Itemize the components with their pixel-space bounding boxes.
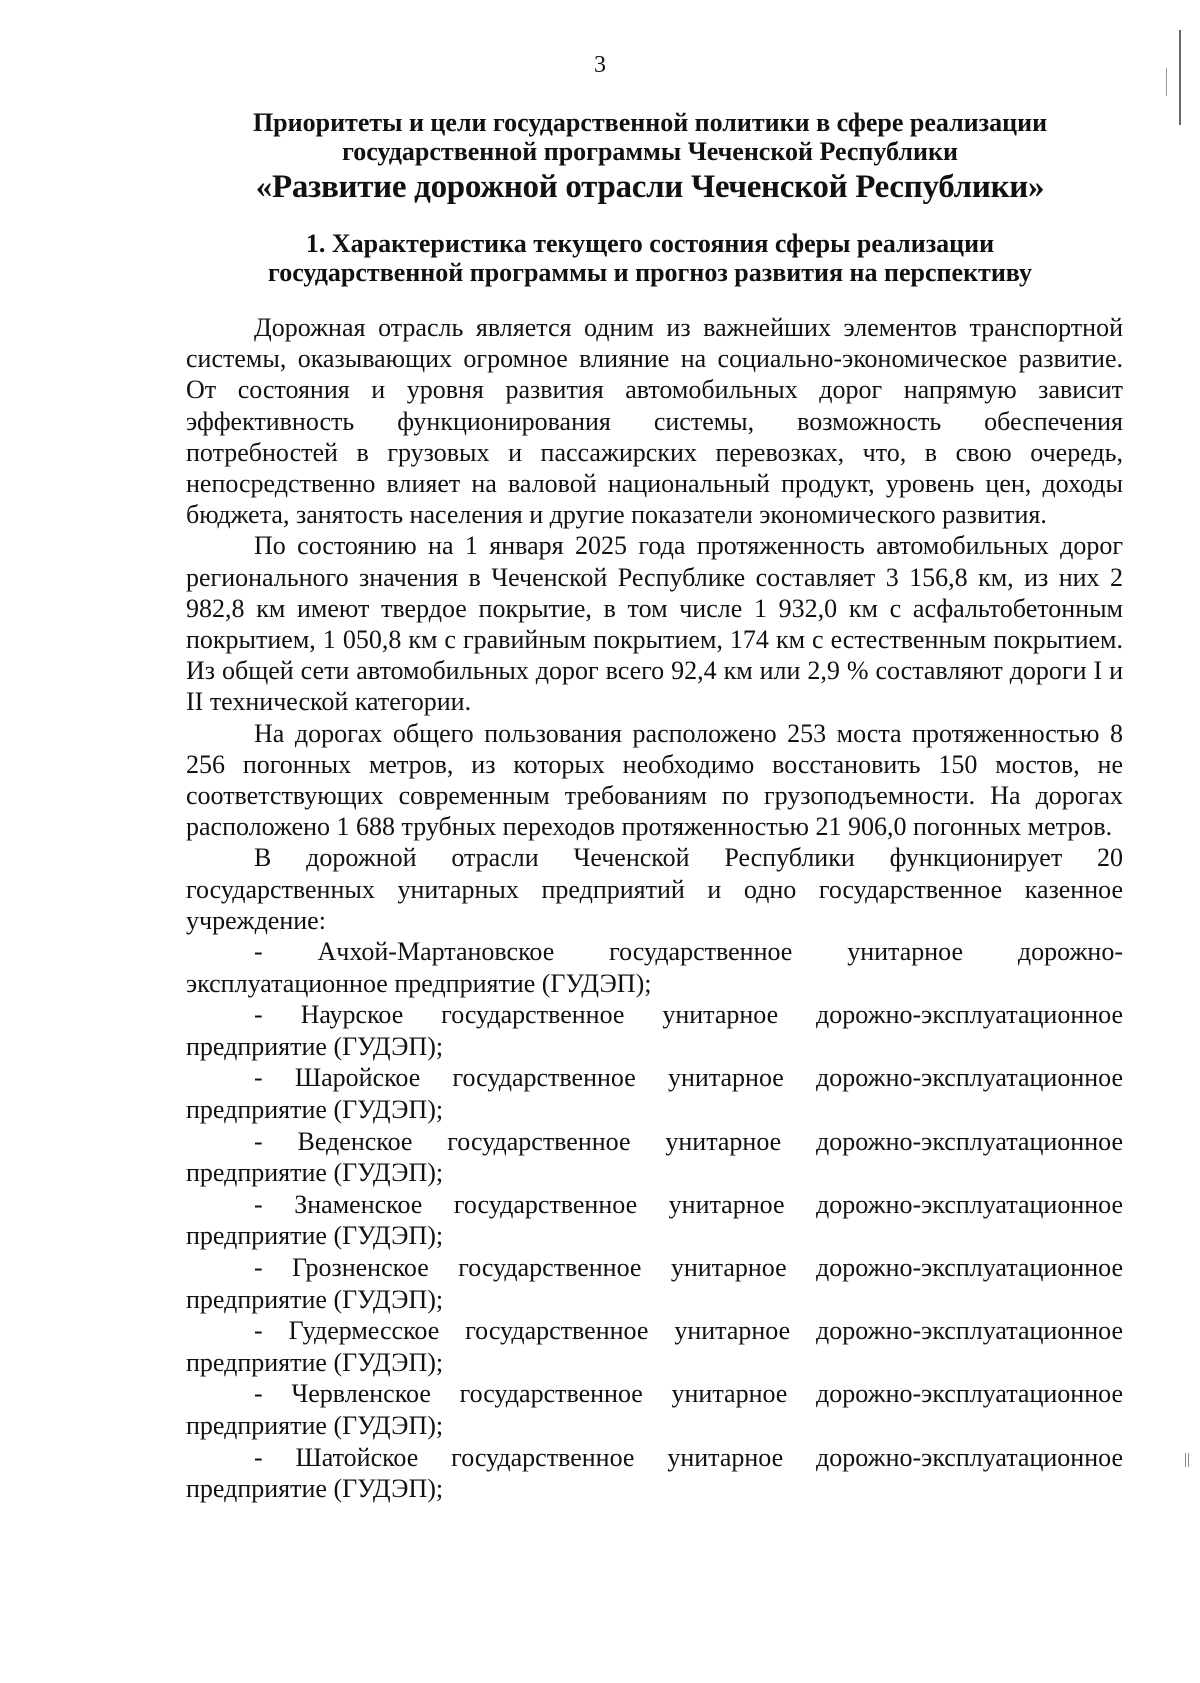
list-item: - Грозненское государственное унитарное дорожно-эксплуатационное предприятие (ГУДЭП); [186,1253,1123,1314]
list-item: - Наурское государственное унитарное дорожно-эксплуатационное предприятие (ГУДЭП); [186,1000,1123,1061]
list-item: - Шаройское государственное унитарное дорожно-эксплуатационное предприятие (ГУДЭП); [186,1063,1123,1125]
list-item: - Ачхой-Мартановское государственное унитарное дорожно-эксплуатационное предприятие (ГУДЭП); [186,937,1123,998]
list-item: - Веденское государственное унитарное дорожно-эксплуатационное предприятие (ГУДЭП); [186,1126,1123,1188]
paragraph: На дорогах общего пользования расположено 253 моста протяженностью 8 256 погонных метров, из которых необходимо восстановить 150 мостов, не соответствующих современным требованиям по грузоподъемности. На дорогах расположено 1 688 трубных переходов протяженностью 21 906,0 погонных метров. [186,718,1123,842]
title-line-1: Приоритеты и цели государственной политики в сфере реализации [252,108,1048,137]
document-title [185,108,1115,208]
title-line-2: государственной программы Чеченской Республики [342,137,958,166]
scan-mark [1179,30,1181,125]
section-heading-line-1: 1. Характеристика текущего состояния сферы реализации [305,229,995,258]
section-heading-line-2: государственной программы и прогноз развития на перспективу [268,258,1032,287]
scan-mark [1166,68,1167,96]
list-item: - Знаменское государственное унитарное дорожно-эксплуатационное предприятие (ГУДЭП); [186,1189,1123,1251]
paragraph: Дорожная отрасль является одним из важнейших элементов транспортной системы, оказывающих огромное влияние на социально-экономическое развитие. От состояния и уровня развития автомобильных дорог напрямую зависит эффективность функционирования системы, возможность обеспечения потребностей в грузовых и пассажирских перевозках, что, в свою очередь, непосредственно влияет на валовой национальный продукт, уровень цен, доходы бюджета, занятость населения и другие показатели экономического развития. [186,313,1123,530]
paragraph: В дорожной отрасли Чеченской Республики функционирует 20 государственных унитарных предприятий и одно государственное казенное учреждение: [186,843,1123,935]
body-text [186,312,1123,1505]
program-name: «Развитие дорожной отрасли Чеченской Республики» [255,169,1045,205]
scan-mark [1185,1453,1186,1467]
section-heading [185,229,1115,287]
list-item: - Шатойское государственное унитарное дорожно-эксплуатационное предприятие (ГУДЭП); [186,1442,1123,1504]
scan-mark [1188,1453,1189,1467]
page-number: 3 [594,52,606,78]
paragraph: По состоянию на 1 января 2025 года протяженность автомобильных дорог регионального значения в Чеченской Республике составляет 3 156,8 км, из них 2 982,8 км имеют твердое покрытие, в том числе 1 932,0 км с асфальтобетонным покрытием, 1 050,8 км с гравийным покрытием, 174 км с естественным покрытием. Из общей сети автомобильных дорог всего 92,4 км или 2,9 % составляют дороги I и II технической категории. [186,531,1123,717]
list-item: - Червленское государственное унитарное дорожно-эксплуатационное предприятие (ГУДЭП); [186,1379,1123,1440]
list-item: - Гудермесское государственное унитарное дорожно-эксплуатационное предприятие (ГУДЭП); [186,1316,1123,1377]
